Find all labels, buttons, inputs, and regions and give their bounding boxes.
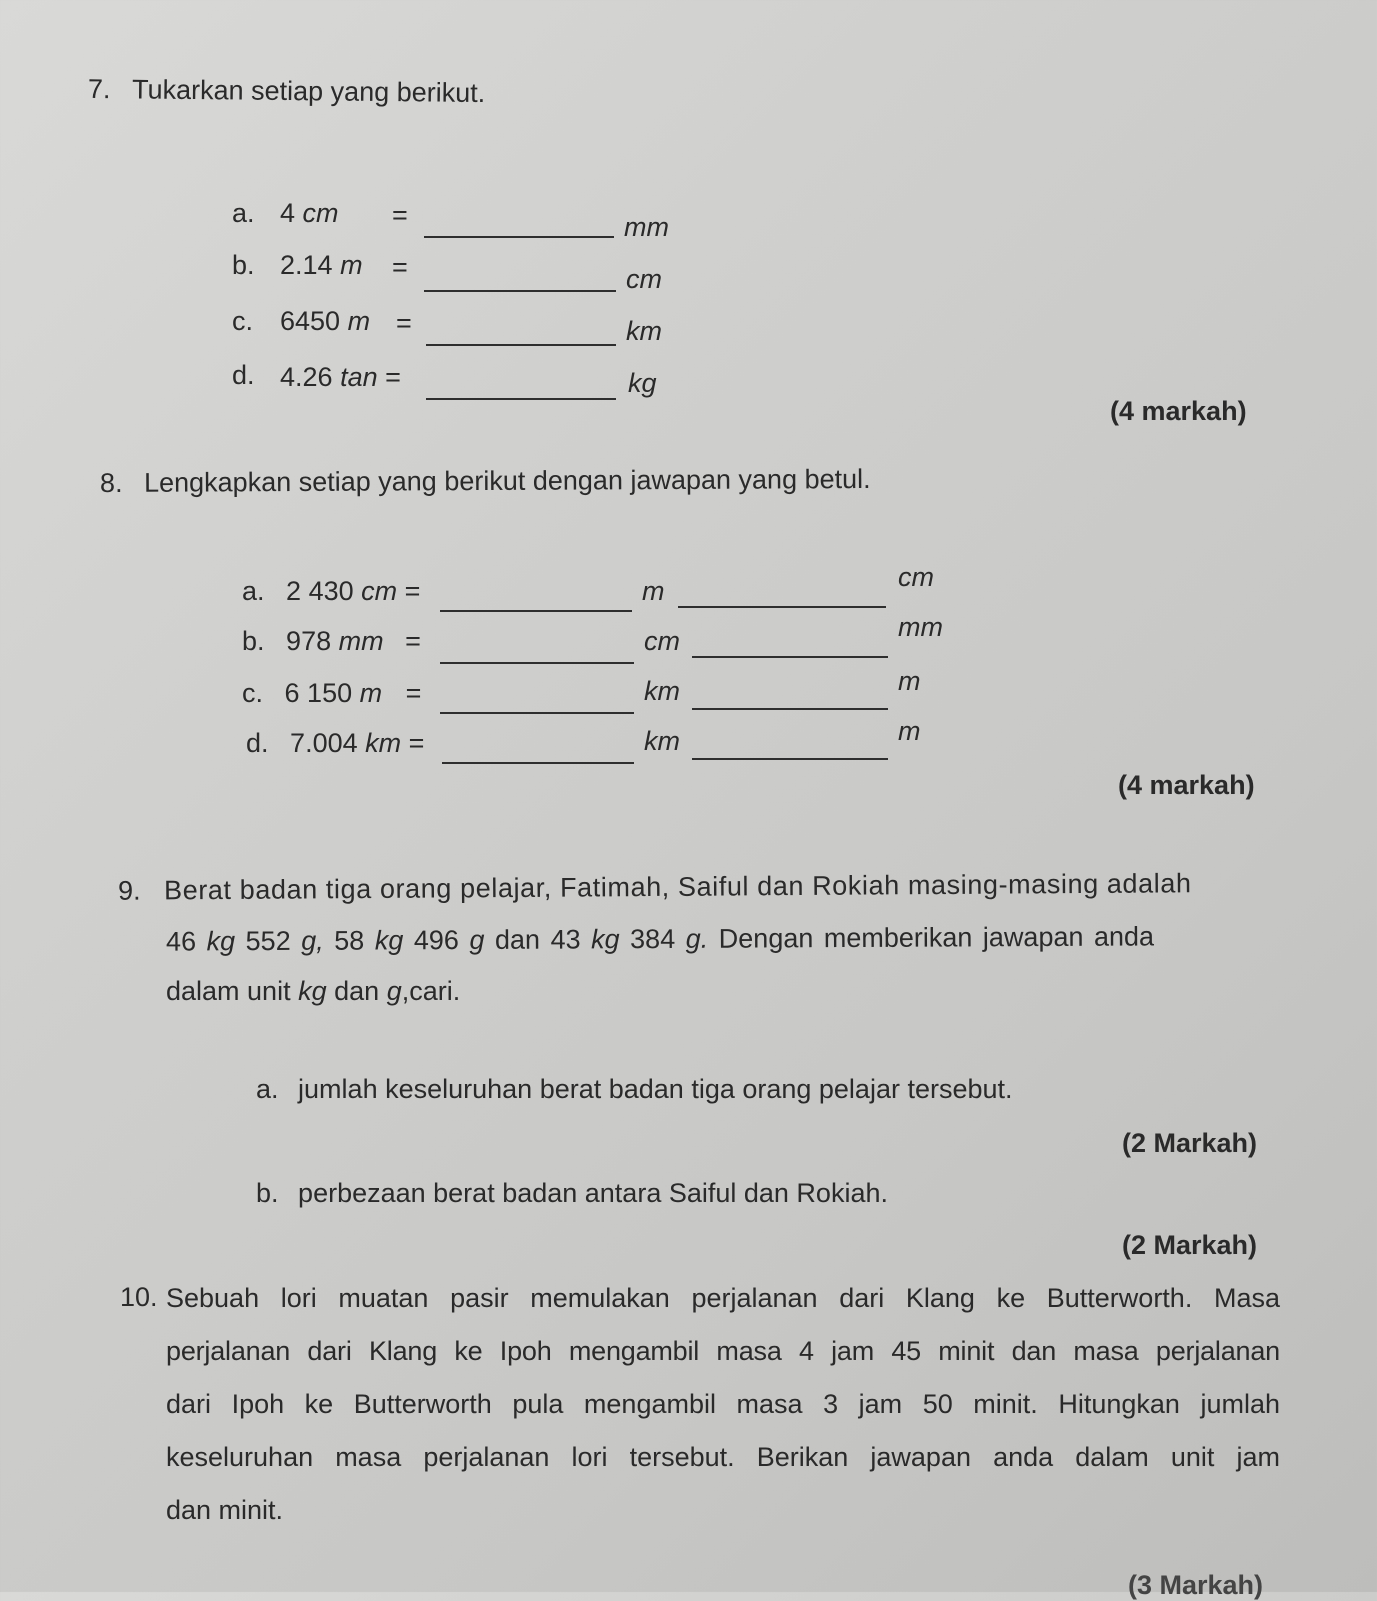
- q8-item-c-unit-1: km: [644, 676, 680, 706]
- q9-unit: g: [386, 976, 402, 1006]
- q10-line: dari Ipoh ke Butterworth pula mengambil masa 3 jam 50 minit. Hitungkan jumlah: [166, 1389, 1280, 1419]
- item-letter: b.: [242, 626, 265, 656]
- q10-line: dan minit.: [166, 1495, 284, 1525]
- q7-item-d: [232, 360, 255, 391]
- q8-item-c-blank-2[interactable]: [692, 708, 888, 710]
- item-value: 4.26: [280, 362, 333, 392]
- q8-item-d-blank-2[interactable]: [692, 758, 888, 760]
- item-unit: mm: [338, 626, 384, 656]
- q9-text: 58: [334, 925, 365, 956]
- q7-item-c-answer-blank[interactable]: [426, 344, 616, 346]
- q9-text-1: Berat badan tiga orang pelajar, Fatimah, Saiful dan Rokiah masing-masing adalah: [163, 868, 1192, 906]
- q9-unit: kg: [298, 976, 327, 1006]
- q8-heading: [100, 464, 871, 499]
- item-letter: d.: [232, 360, 255, 390]
- q8-item-d-unit-2: m: [898, 716, 921, 746]
- item-eq: =: [408, 728, 425, 758]
- q7-item-c-answer-unit: km: [626, 316, 662, 346]
- q8-item-b-unit-1: cm: [644, 626, 680, 656]
- q7-heading: [88, 74, 486, 109]
- q8-item-a-unit-1: m: [642, 576, 665, 606]
- q7-item-a: [232, 198, 255, 229]
- item-value: 2.14: [280, 250, 333, 280]
- q7-item-c: [232, 306, 253, 337]
- item-unit: km: [365, 728, 402, 758]
- q8-item-c-unit-2: m: [898, 666, 921, 696]
- q8-item-b-blank-2[interactable]: [692, 656, 888, 658]
- q9-text: Dengan memberikan jawapan anda: [718, 921, 1155, 954]
- q7-item-b-answer-unit: cm: [626, 264, 662, 294]
- q8-item-d-blank-1[interactable]: [442, 762, 634, 764]
- q7-marks: (4 markah): [1110, 396, 1247, 426]
- q7-item-b-expr: [280, 250, 363, 281]
- q10-line: Sebuah lori muatan pasir memulakan perjalanan dari Klang ke Butterworth. Masa: [166, 1283, 1280, 1313]
- q7-item-a-eq: =: [392, 200, 408, 230]
- item-value: 6 150: [284, 678, 353, 708]
- q9-line-3: [166, 976, 460, 1007]
- item-value: 978: [286, 626, 332, 656]
- q9-text: dan: [334, 976, 380, 1006]
- sub-text: perbezaan berat badan antara Saiful dan Rokiah.: [298, 1178, 888, 1208]
- q9-text: dan 43: [494, 924, 581, 955]
- q9-marks-a: (2 Markah): [1122, 1128, 1258, 1158]
- q7-item-d-expr: [280, 362, 401, 393]
- item-value: 6450: [280, 306, 341, 336]
- q8-item-d-unit-1: km: [644, 726, 680, 756]
- sub-letter: a.: [256, 1074, 279, 1104]
- q8-item-a-unit-2: cm: [898, 562, 934, 592]
- sub-letter: b.: [256, 1178, 279, 1208]
- item-value: 2 430: [286, 576, 354, 606]
- q7-item-b-eq: =: [392, 252, 408, 282]
- q9-sub-a: [256, 1074, 1013, 1105]
- q7-item-c-eq: =: [396, 308, 412, 338]
- q9-text: dalam unit: [166, 976, 291, 1006]
- q8-item-a: [242, 576, 420, 607]
- q10-number: 10.: [120, 1282, 158, 1312]
- q7-item-a-expr: [280, 198, 339, 229]
- item-unit: m: [340, 250, 363, 280]
- q9-unit: kg: [374, 925, 404, 956]
- sub-text: jumlah keseluruhan berat badan tiga orang pelajar tersebut.: [298, 1074, 1013, 1104]
- q9-marks-b: (2 Markah): [1122, 1230, 1258, 1260]
- item-eq: =: [405, 626, 421, 656]
- item-value: 4: [280, 198, 296, 228]
- q8-marks: (4 markah): [1118, 770, 1255, 800]
- q10-paragraph: [166, 1272, 1280, 1537]
- q7-item-c-expr: [280, 306, 370, 337]
- item-eq: =: [404, 576, 421, 606]
- q9-unit: kg: [206, 926, 236, 957]
- q9-text: 46: [165, 926, 197, 957]
- q9-unit: g,: [301, 925, 324, 956]
- item-unit: m: [359, 678, 383, 708]
- item-letter: c.: [242, 678, 264, 708]
- item-letter: a.: [242, 576, 265, 606]
- q9-unit: g: [469, 924, 485, 955]
- item-value: 7.004: [290, 728, 358, 758]
- item-letter: c.: [232, 306, 254, 336]
- q9-text: 552: [245, 925, 291, 957]
- q9-text: 496: [413, 925, 459, 956]
- q9-unit: kg: [590, 924, 620, 955]
- q7-item-b: [232, 250, 255, 281]
- q10-marks: (3 Markah): [1128, 1570, 1264, 1600]
- q9-sub-b: [256, 1178, 888, 1209]
- item-letter: a.: [232, 198, 255, 228]
- q9-line-2: [166, 921, 1154, 957]
- q10-line: perjalanan dari Klang ke Ipoh mengambil masa 4 jam 45 minit dan masa perjalanan: [166, 1336, 1280, 1366]
- q8-item-c-blank-1[interactable]: [440, 712, 634, 714]
- q9-text: ,cari.: [401, 976, 461, 1006]
- item-unit: m: [347, 306, 371, 336]
- item-eq: =: [385, 362, 401, 392]
- item-letter: d.: [246, 728, 269, 758]
- q7-item-d-answer-unit: kg: [628, 368, 657, 398]
- q7-item-a-answer-unit: mm: [624, 212, 669, 242]
- q8-item-a-blank-2[interactable]: [678, 606, 886, 608]
- item-eq: =: [405, 678, 422, 708]
- q8-item-a-blank-1[interactable]: [440, 610, 632, 612]
- item-unit: cm: [302, 198, 339, 228]
- q8-item-b-unit-2: mm: [898, 612, 943, 642]
- q8-text: Lengkapkan setiap yang berikut dengan jawapan yang betul.: [143, 463, 871, 498]
- q9-number: 9.: [117, 875, 141, 906]
- q9-line-1: [118, 868, 1192, 906]
- q7-item-d-answer-blank[interactable]: [426, 398, 616, 400]
- q10-line: keseluruhan masa perjalanan lori tersebut. Berikan jawapan anda dalam unit jam: [166, 1442, 1280, 1472]
- item-unit: tan: [340, 362, 378, 392]
- q8-item-d: [246, 728, 424, 759]
- q8-number: 8.: [99, 467, 123, 499]
- q8-item-b: [242, 626, 421, 657]
- q8-item-b-blank-1[interactable]: [440, 662, 634, 664]
- q9-text: 384: [630, 923, 676, 955]
- item-unit: cm: [361, 576, 398, 606]
- q7-text: Tukarkan setiap yang berikut.: [131, 74, 486, 109]
- q7-number: 7.: [87, 73, 111, 105]
- q8-item-c: [242, 678, 421, 709]
- q9-unit: g.: [685, 923, 709, 954]
- item-letter: b.: [232, 250, 255, 280]
- q7-item-b-answer-blank[interactable]: [424, 290, 616, 292]
- q7-item-a-answer-blank[interactable]: [424, 236, 614, 238]
